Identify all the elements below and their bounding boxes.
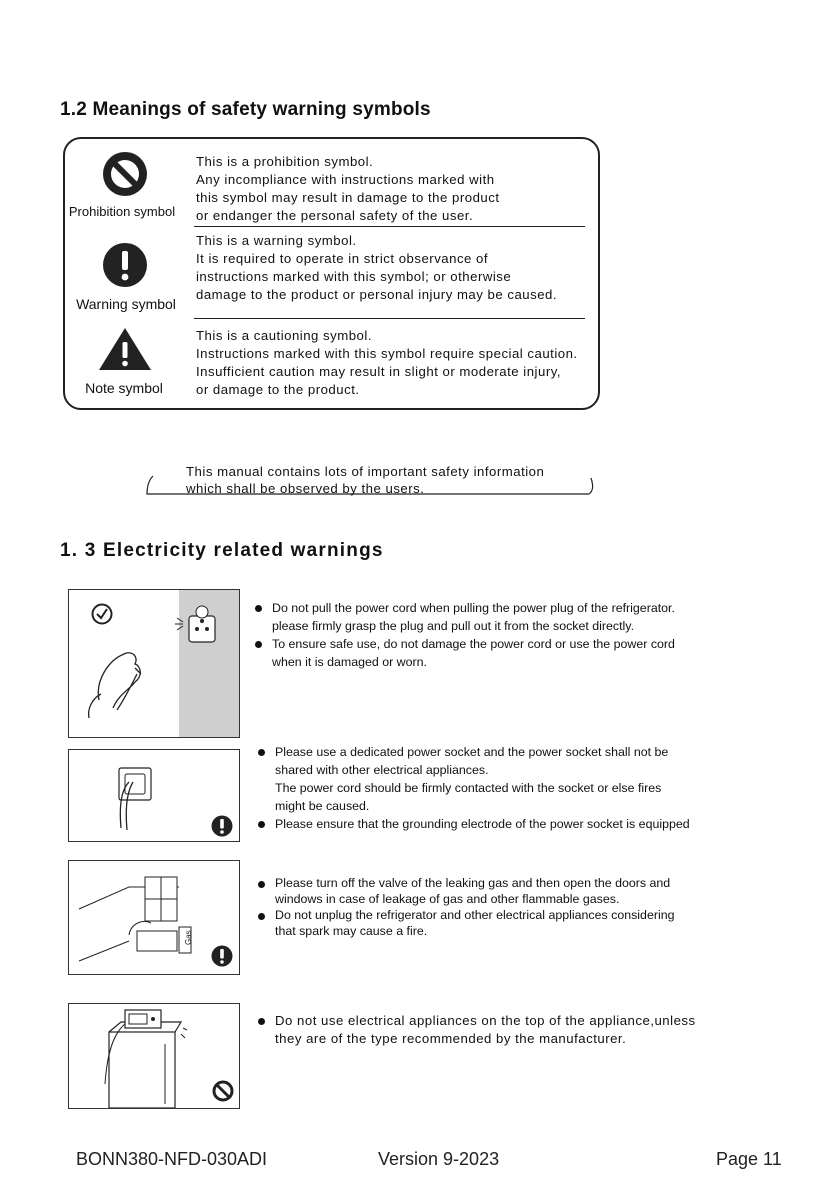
row-divider <box>194 226 585 227</box>
warning-description: This is a warning symbol. It is required to operate in strict observance of instructions marked with this symbol; or otherwise damage to the product or personal injury may be caused. <box>196 233 558 302</box>
bullet: Do not unplug the refrigerator and other electrical appliances considering <box>257 907 675 923</box>
important-safety-notice: This manual contains lots of important safety information which shall be observed by the users. <box>186 464 545 496</box>
bullet: Please ensure that the grounding electrode of the power socket is equipped <box>257 815 690 833</box>
footer-model: BONN380-NFD-030ADI <box>76 1149 268 1169</box>
check-circle-icon <box>90 602 114 626</box>
warning-symbol-label: Warning symbol <box>76 296 176 312</box>
section-1-2-title: 1.2 Meanings of safety warning symbols <box>60 99 431 120</box>
bullet: Please turn off the valve of the leaking gas and then open the doors and <box>257 875 675 891</box>
item-4-bullets: Do not use electrical appliances on the top of the appliance,unless they are of the type recommended by the manufacturer. <box>257 1012 696 1048</box>
prohibition-icon <box>100 149 150 199</box>
section-1-3-title: 1. 3 Electricity related warnings <box>60 540 384 561</box>
gas-label: Gas <box>184 930 193 945</box>
prohibition-icon <box>212 1080 234 1102</box>
prohibition-description: This is a prohibition symbol. Any incompliance with instructions marked with this symbol may result in damage to the product or endanger the personal safety of the user. <box>196 154 500 223</box>
bullet: Do not use electrical appliances on the top of the appliance,unless <box>257 1012 696 1030</box>
row-divider <box>194 318 585 319</box>
item-1-bullets: Do not pull the power cord when pulling the power plug of the refrigerator. please firmly grasp the plug and pull out it from the socket directly. To ensure safe use, do not damage the power cord or use the power cord when it is damaged or worn. <box>254 599 675 671</box>
caution-description: This is a cautioning symbol. Instructions marked with this symbol require special caution. Insufficient caution may result in slight or moderate injury, or damage to the product. <box>196 328 578 397</box>
prohibition-symbol-label: Prohibition symbol <box>68 204 176 219</box>
footer-page-number: Page 11 <box>716 1149 782 1169</box>
bullet: Do not pull the power cord when pulling the power plug of the refrigerator. <box>254 599 675 617</box>
warning-icon <box>211 945 233 967</box>
bullet: Please use a dedicated power socket and the power socket shall not be <box>257 743 690 761</box>
caution-triangle-icon <box>97 326 153 372</box>
footer-version: Version 9-2023 <box>378 1149 500 1169</box>
item-3-bullets: Please turn off the valve of the leaking gas and then open the doors and windows in case of leakage of gas and other flammable gases. Do not unplug the refrigerator and other electrical appliances considering that spark may cause a fire. <box>257 875 675 939</box>
note-symbol-label: Note symbol <box>85 380 163 396</box>
bullet: To ensure safe use, do not damage the power cord or use the power cord <box>254 635 675 653</box>
warning-icon <box>211 815 233 837</box>
item-2-bullets: Please use a dedicated power socket and the power socket shall not be shared with other electrical appliances. The power cord should be firmly contacted with the socket or else fires might be caused. Please ensure that the grounding electrode of the power socket is equipped <box>257 743 690 833</box>
warning-icon <box>102 242 148 288</box>
